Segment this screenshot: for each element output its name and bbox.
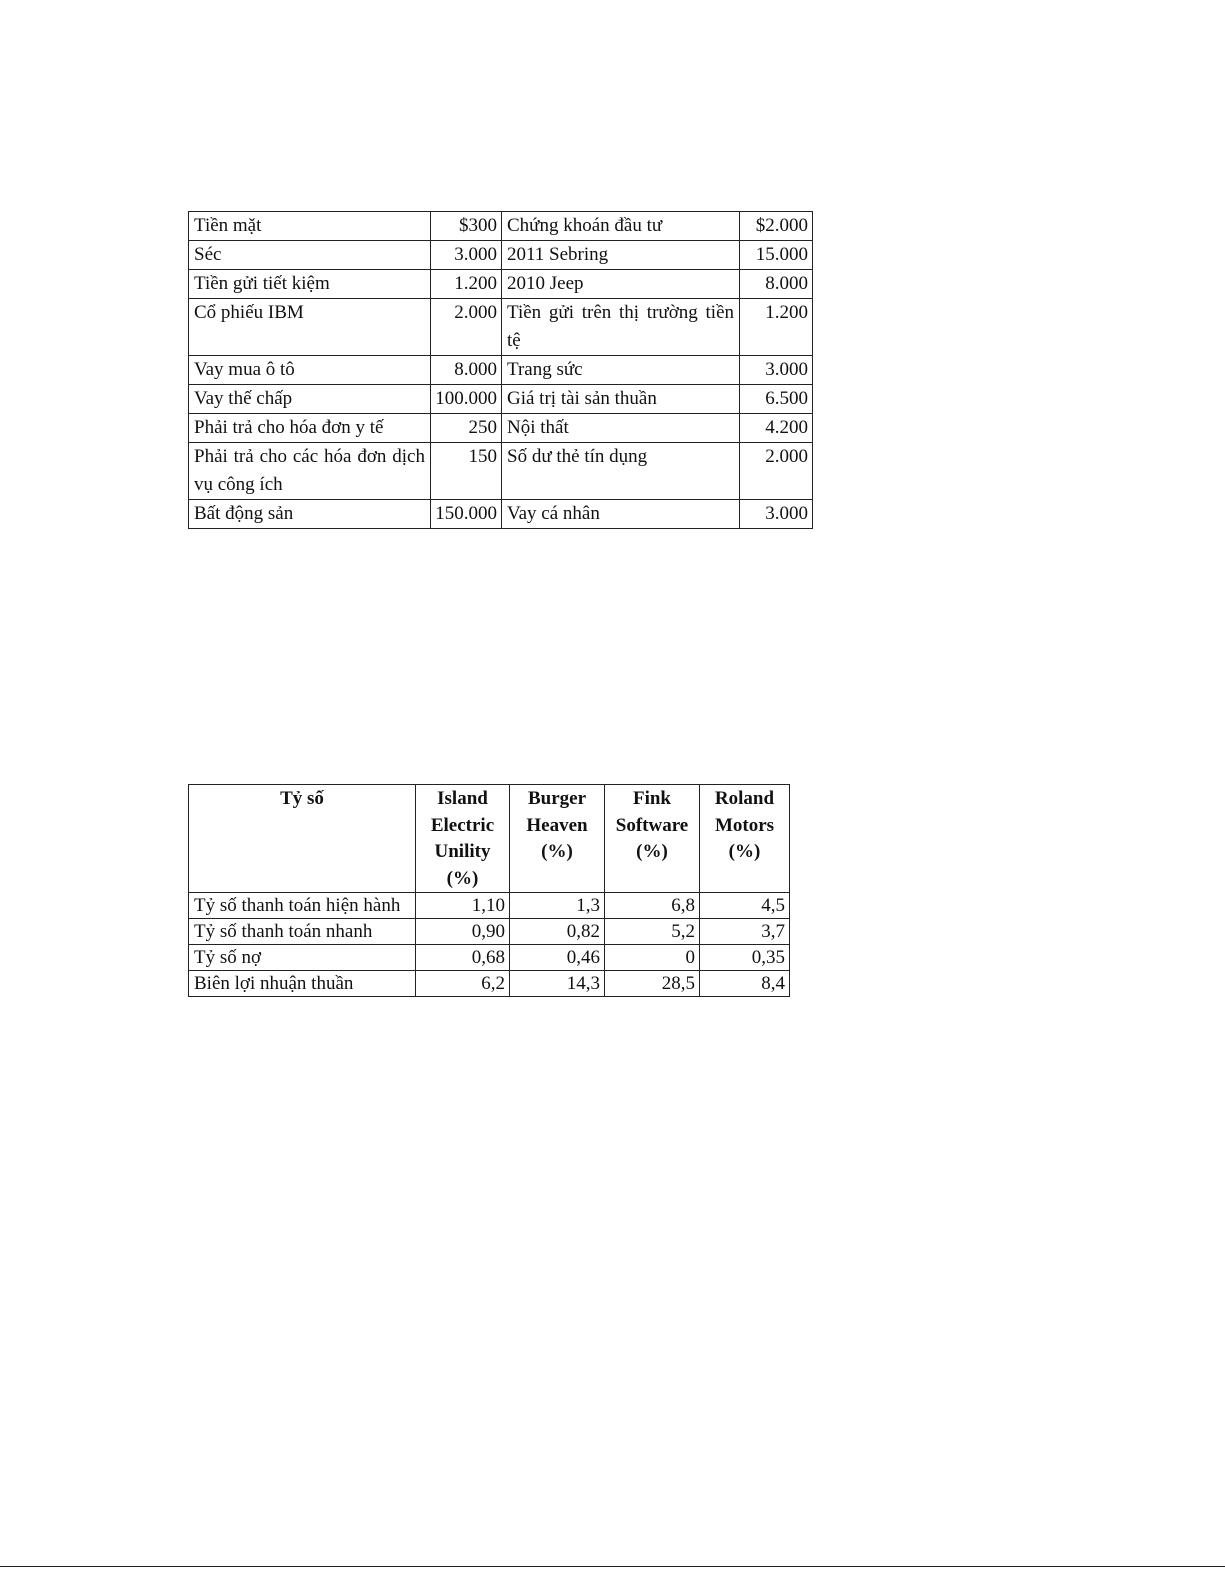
table-row [189,241,813,270]
item-label: Tiền gửi trên thị trường tiền tệ [502,299,740,356]
item-value: 100.000 [431,385,502,414]
item-value: $300 [431,212,502,241]
ratio-value: 0,90 [416,919,510,945]
item-label: Séc [189,241,431,270]
item-value: 250 [431,414,502,443]
item-label: Vay mua ô tô [189,356,431,385]
table-row [189,500,813,529]
item-value: 15.000 [740,241,813,270]
financial-ratio-table [188,784,790,997]
ratio-label: Biên lợi nhuận thuần [189,971,416,997]
item-value: 150.000 [431,500,502,529]
ratio-value: 0,35 [700,945,790,971]
page-bottom-rule [0,1566,1225,1567]
item-value: 3.000 [431,241,502,270]
item-label: 2010 Jeep [502,270,740,299]
table-header-row [189,785,790,893]
ratio-value: 3,7 [700,919,790,945]
column-header: Fink Software (%) [605,785,700,893]
item-label: Trang sức [502,356,740,385]
item-label: Nội thất [502,414,740,443]
ratio-value: 14,3 [510,971,605,997]
item-label: Phải trả cho hóa đơn y tế [189,414,431,443]
item-label: Bất động sản [189,500,431,529]
item-label: Số dư thẻ tín dụng [502,443,740,500]
item-label: Phải trả cho các hóa đơn dịch vụ công ích [189,443,431,500]
item-value: $2.000 [740,212,813,241]
table-row [189,385,813,414]
item-value: 8.000 [740,270,813,299]
table-row [189,919,790,945]
ratio-label: Tỷ số thanh toán nhanh [189,919,416,945]
item-value: 1.200 [431,270,502,299]
ratio-value: 28,5 [605,971,700,997]
item-label: Tiền gửi tiết kiệm [189,270,431,299]
table-row [189,299,813,356]
column-header: Roland Motors (%) [700,785,790,893]
column-header: Island Electric Unility (%) [416,785,510,893]
item-label: 2011 Sebring [502,241,740,270]
item-value: 1.200 [740,299,813,356]
table-row [189,443,813,500]
item-value: 3.000 [740,356,813,385]
ratio-value: 0,46 [510,945,605,971]
item-value: 6.500 [740,385,813,414]
item-value: 150 [431,443,502,500]
column-header: Tỷ số [189,785,416,893]
ratio-value: 0 [605,945,700,971]
table-row [189,893,790,919]
assets-liabilities-table [188,211,813,529]
item-label: Vay thế chấp [189,385,431,414]
ratio-value: 8,4 [700,971,790,997]
ratio-value: 0,68 [416,945,510,971]
item-label: Vay cá nhân [502,500,740,529]
item-label: Tiền mặt [189,212,431,241]
item-label: Chứng khoán đầu tư [502,212,740,241]
item-label: Cổ phiếu IBM [189,299,431,356]
table-row [189,971,790,997]
ratio-value: 0,82 [510,919,605,945]
table-row [189,356,813,385]
item-label: Giá trị tài sản thuần [502,385,740,414]
table-row [189,945,790,971]
ratio-label: Tỷ số nợ [189,945,416,971]
ratio-value: 6,8 [605,893,700,919]
table-row [189,212,813,241]
table-row [189,270,813,299]
ratio-value: 6,2 [416,971,510,997]
item-value: 4.200 [740,414,813,443]
ratio-value: 1,10 [416,893,510,919]
column-header: Burger Heaven (%) [510,785,605,893]
item-value: 2.000 [431,299,502,356]
ratio-value: 4,5 [700,893,790,919]
ratio-value: 5,2 [605,919,700,945]
item-value: 8.000 [431,356,502,385]
table-row [189,414,813,443]
item-value: 2.000 [740,443,813,500]
item-value: 3.000 [740,500,813,529]
ratio-value: 1,3 [510,893,605,919]
ratio-label: Tỷ số thanh toán hiện hành [189,893,416,919]
